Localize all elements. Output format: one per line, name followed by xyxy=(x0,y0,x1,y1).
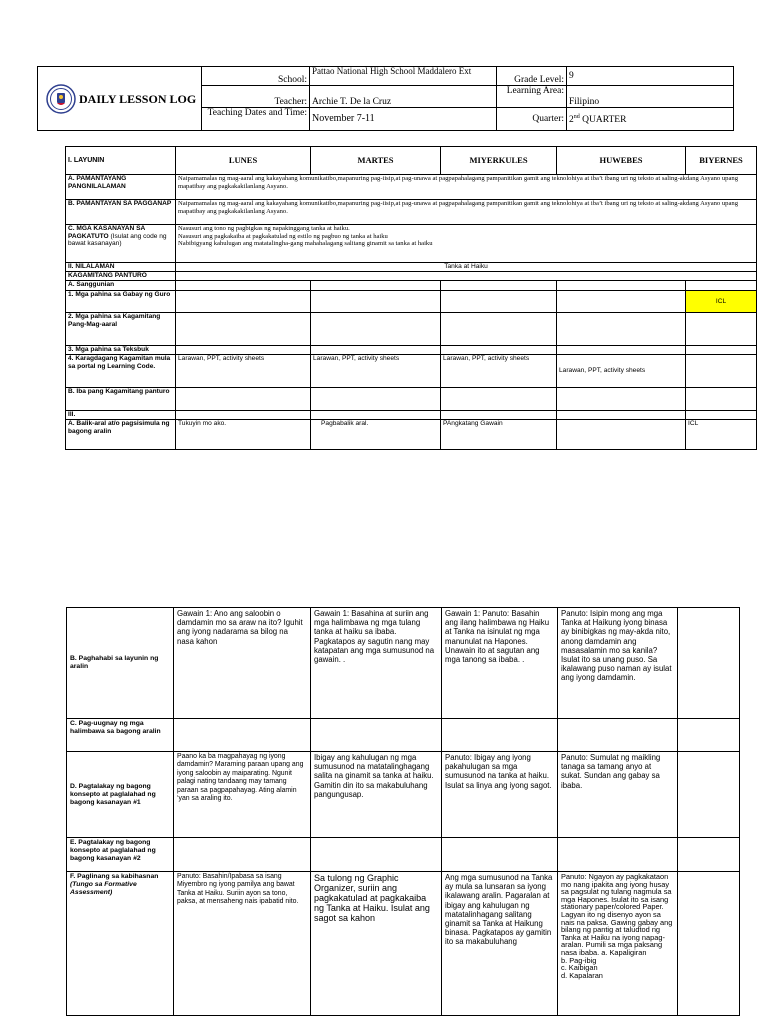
kasanayan-line: Nasusuri ang tono ng pagbigkas ng napakinggang tanka at haiku. xyxy=(178,225,350,232)
row-label-paglinang: F. Paglinang sa kabihasnan (Tungo sa Formative Assessment) xyxy=(67,872,174,1016)
karagdagang-lunes: Larawan, PPT, activity sheets xyxy=(176,355,311,388)
empty-cell xyxy=(686,281,757,291)
paglinang-miyerkules: Ang mga sumusunod na Tanka ay mula sa lunsaran sa iyong ikalawang aralin. Pagaralan at ibigay ang kahulugan ng matatalinhagang salitang ginamit sa Tanka at Haikung binasa. Pagkatapos ay gamitin ito sa makabuluhang xyxy=(442,872,558,1016)
empty-cell xyxy=(686,313,757,346)
school-value: Pattao National High School Maddalero Ext xyxy=(310,67,497,86)
empty-cell xyxy=(441,291,557,313)
paghahabi-martes: Gawain 1: Basahina at suriin ang mga halimbawa ng mga tulang tanka at haiku sa ibaba. Pagkatapos ay sagutin nang may katapatan ang mga sumusunod na gawain. . xyxy=(311,608,442,719)
empty-cell xyxy=(176,411,311,420)
empty-cell xyxy=(176,346,311,355)
empty-cell xyxy=(176,272,757,281)
empty-cell xyxy=(678,838,740,872)
row-label-pagtalakay-2: E. Pagtalakay ng bagong konsepto at paglalahad ng bagong kasanayan #2 xyxy=(67,838,174,872)
row-label-pamantayan-sa-pagganap: B. PAMANTAYAN SA PAGGANAP xyxy=(66,200,176,225)
paglinang-huwebes: Panuto: Ngayon ay pagkakataon mo nang ipakita ang iyong husay sa pagsulat ng tulang nagmula sa mga Hapones. Isulat ito sa isang stationary paper/colored Paper. Lagyan ito ng disenyo ayon sa nais na paksa. Gawing gabay ang bilang ng pantig at taludtod ng Tanka at Haiku na iyong napag-aralan. Pumili sa mga paksang nasa ibaba. a. Kapaligiran b. Pag-ibig c. Kaibigan d. Kapalaran xyxy=(558,872,678,1016)
empty-cell xyxy=(441,281,557,291)
quarter-value: 2nd QUARTER xyxy=(567,108,734,131)
empty-cell xyxy=(176,313,311,346)
balik-lunes: Tukuyin mo ako. xyxy=(176,420,311,450)
balik-huwebes xyxy=(557,420,686,450)
col-header-lunes: LUNES xyxy=(176,147,311,175)
paglinang-lunes: Panuto: Basahin/Ipabasa sa isang Miyembro ng iyong pamilya ang bawat Tanka at Haiku. Suriin ayon sa tono, paksa, at mensaheng nais ipabatid nito. xyxy=(174,872,311,1016)
school-label: School: xyxy=(202,67,310,86)
kasanayan-line: Nasusuri ang pagkakaiba at pagkakatulad ng estilo ng pagbuo ng tanka at haiku xyxy=(178,232,388,240)
empty-cell xyxy=(557,313,686,346)
empty-cell xyxy=(678,608,740,719)
row-label-balik-aral: A. Balik-aral at/o pagsisimula ng bagong aralin xyxy=(66,420,176,450)
header-table xyxy=(37,66,734,131)
empty-cell xyxy=(441,388,557,411)
pamantayan-sa-pagganap-text: Naipamamalas ng mag-aaral ang kakayahang komunikatibo,mapanuring pag-iisip,at pag-unawa at pagpapahalagang pampanitikan gamit ang teknolohiya at iba’t ibang uri ng teksto at saling-akdang Asyano upang mapatibay ang pagkakakilanlang Asyano. xyxy=(176,200,757,225)
empty-cell xyxy=(311,346,441,355)
kasanayan-line: Nabibigyang kahulugan ang matatalingha-gang mahahalagang salitang ginamit sa tanka at haiku xyxy=(178,240,433,248)
empty-cell xyxy=(558,719,678,752)
quarter-label: Quarter: xyxy=(497,108,567,131)
empty-cell xyxy=(311,291,441,313)
pamamaraan-table xyxy=(66,607,740,1016)
empty-cell xyxy=(311,388,441,411)
row-label-iba-pang-kagamitan: B. Iba pang Kagamitang panturo xyxy=(66,388,176,411)
row-label-pagtalakay-1: D. Pagtalakay ng bagong konsepto at paglalahad ng bagong kasanayan #1 xyxy=(67,752,174,838)
paghahabi-lunes: Gawain 1: Ano ang saloobin o damdamin mo sa araw na ito? Iguhit ang iyong nadarama sa bilog na nasa kahon xyxy=(174,608,311,719)
col-header-miyerkules: MIYERKULES xyxy=(441,147,557,175)
balik-biyernes: ICL xyxy=(686,420,757,450)
logo-cell xyxy=(38,67,202,131)
empty-cell xyxy=(557,281,686,291)
empty-cell xyxy=(441,411,557,420)
row-label-teksbuk: 3. Mga pahina sa Teksbuk xyxy=(66,346,176,355)
empty-cell xyxy=(557,388,686,411)
empty-cell xyxy=(311,719,442,752)
empty-cell xyxy=(558,838,678,872)
nilalaman-text: Tanka at Haiku xyxy=(176,263,757,272)
empty-cell xyxy=(686,411,757,420)
kasanayan-text xyxy=(176,225,757,263)
balik-martes: Pagbabalik aral. xyxy=(311,420,441,450)
grade-value: 9 xyxy=(567,67,734,86)
paghahabi-huwebes: Panuto: Isipin mong ang mga Tanka at Haikung iyong binasa ay binibigkas ng may-akda nito, anong damdamin ang masasalamin mo sa kanila? Isulat ito sa unang puso. Sa ikalawang puso naman ay isulat ang iyong damdamin. xyxy=(558,608,678,719)
paksa-item: c. Kaibigan xyxy=(561,963,598,973)
row-label-nilalaman: II. NILALAMAN xyxy=(66,263,176,272)
teacher-value: Archie T. De la Cruz xyxy=(310,86,497,108)
row-label-sanggunian: A. Sanggunian xyxy=(66,281,176,291)
dates-label: Teaching Dates and Time: xyxy=(202,108,310,131)
empty-cell xyxy=(442,838,558,872)
karagdagang-martes: Larawan, PPT, activity sheets xyxy=(311,355,441,388)
empty-cell xyxy=(311,838,442,872)
pamantayang-pangnilalaman-text: Naipamamalas ng mag-aaral ang kakayahang komunikatibo,mapanuring pag-iisip,at pag-unawa at pagpapahalagang pampanitikan gamit ang teknolohiya at iba’t ibang uri ng teksto at saling-akdang Asyano upang mapatibay ang pagkakakilanlang Asyano. xyxy=(176,175,757,200)
karagdagang-huwebes: Larawan, PPT, activity sheets xyxy=(557,355,686,388)
empty-cell xyxy=(557,411,686,420)
empty-cell xyxy=(176,281,311,291)
paksa-item: d. Kapalaran xyxy=(561,970,603,980)
row-label-pamantayang-pangnilalaman: A. PAMANTAYANG PANGNILALAMAN xyxy=(66,175,176,200)
layunin-table xyxy=(65,146,757,450)
karagdagang-miyerkules: Larawan, PPT, activity sheets xyxy=(441,355,557,388)
row-label-karagdagang-kagamitan: 4. Karagdagang Kagamitan mula sa portal ng Learning Code. xyxy=(66,355,176,388)
col-header-biyernes: BIYERNES xyxy=(686,147,757,175)
grade-label: Grade Level: xyxy=(497,67,567,86)
empty-cell xyxy=(311,281,441,291)
empty-cell xyxy=(678,752,740,838)
row-label-pag-uugnay: C. Pag-uugnay ng mga halimbawa sa bagong aralin xyxy=(67,719,174,752)
teacher-label: Teacher: xyxy=(202,86,310,108)
pagtalakay1-martes: Ibigay ang kahulugan ng mga sumusunod na matatalinghagang salita na ginamit sa tanka at haiku. Gamitin din ito sa makabuluhang pangungusap. xyxy=(311,752,442,838)
empty-cell xyxy=(176,388,311,411)
balik-miyerkules: PAngkatang Gawain xyxy=(441,420,557,450)
empty-cell xyxy=(686,346,757,355)
empty-cell xyxy=(686,355,757,388)
empty-cell xyxy=(174,719,311,752)
row-label-kagamitang-panturo: KAGAMITANG PANTURO xyxy=(66,272,176,281)
empty-cell xyxy=(311,411,441,420)
dates-value: November 7-11 xyxy=(310,108,497,131)
empty-cell xyxy=(678,872,740,1016)
empty-cell xyxy=(176,291,311,313)
paglinang-martes: Sa tulong ng Graphic Organizer, suriin ang pagkakatulad at pagkakaiba ng Tanka at Haiku. Isulat ang sagot sa kahon xyxy=(311,872,442,1016)
col-header-layunin: I. LAYUNIN xyxy=(66,147,176,175)
col-header-huwebes: HUWEBES xyxy=(557,147,686,175)
row-label-paghahabi: B. Paghahabi sa layunin ng aralin xyxy=(67,608,174,719)
empty-cell xyxy=(686,388,757,411)
paghahabi-miyerkules: Gawain 1: Panuto: Basahin ang ilang halimbawa ng Haiku at Tanka na isinulat ng mga manunulat na Hapones. Unawain ito at sagutan ang mga tanong sa ibaba. . xyxy=(442,608,558,719)
paksa-item: b. Pag-ibig xyxy=(561,955,597,965)
row-label-gabay-ng-guro: 1. Mga pahina sa Gabay ng Guro xyxy=(66,291,176,313)
pagtalakay1-miyerkules: Panuto: Ibigay ang iyong pakahulugan sa mga sumusunod na tanka at haiku. Isulat sa linya ang iyong sagot. xyxy=(442,752,558,838)
deped-seal-icon xyxy=(46,84,76,114)
empty-cell xyxy=(441,313,557,346)
pagtalakay1-lunes: Paano ka ba magpahayag ng iyong damdamin? Maraming paraan upang ang iyong saloobin ay maiparating. Ngunit palagi nating tandaang may tamang paraan sa pagpapahayag. Ating alamin ‘yan sa araling ito. xyxy=(174,752,311,838)
empty-cell xyxy=(678,719,740,752)
empty-cell xyxy=(557,291,686,313)
col-header-martes: MARTES xyxy=(311,147,441,175)
empty-cell xyxy=(174,838,311,872)
empty-cell xyxy=(442,719,558,752)
row-label-iii: III. xyxy=(66,411,176,420)
empty-cell xyxy=(311,313,441,346)
page-title: DAILY LESSON LOG xyxy=(79,91,197,106)
empty-cell xyxy=(557,346,686,355)
empty-cell xyxy=(441,346,557,355)
row-label-kasanayan: C. MGA KASANAYAN SA PAGKATUTO (Isulat ang code ng bawat kasanayan) xyxy=(66,225,176,263)
pagtalakay1-huwebes: Panuto: Sumulat ng maikling tanaga sa tamang anyo at sukat. Sundan ang gabay sa ibaba. xyxy=(558,752,678,838)
gabay-icl-highlight: ICL xyxy=(686,291,757,313)
area-value: Filipino xyxy=(567,86,734,108)
area-label: Learning Area: xyxy=(497,86,567,108)
row-label-kagamitang-pang-mag-aaral: 2. Mga pahina sa Kagamitang Pang-Mag-aaral xyxy=(66,313,176,346)
